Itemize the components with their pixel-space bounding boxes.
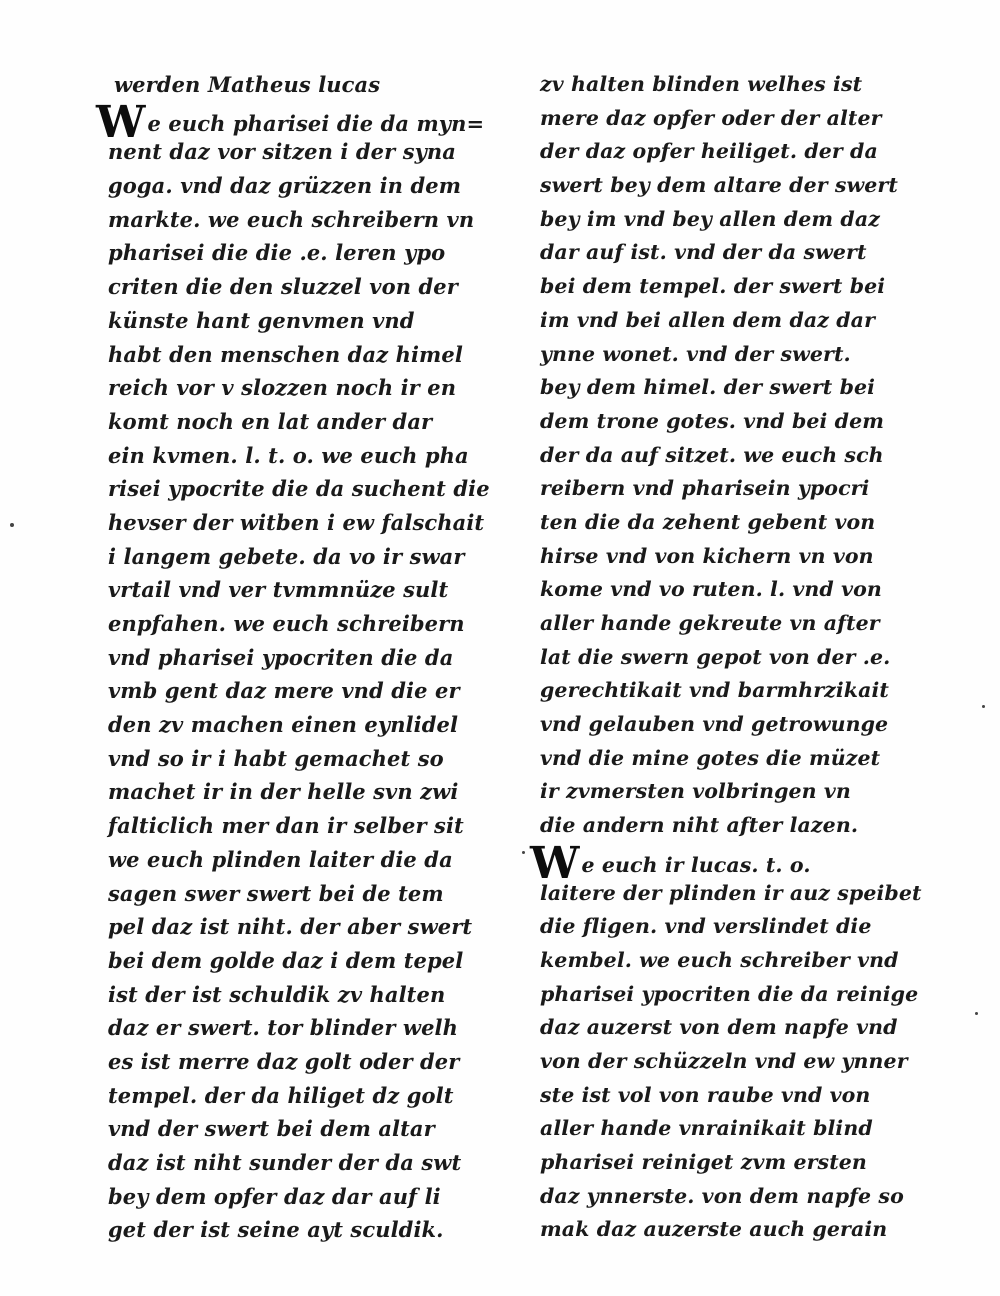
text-line: der da auf sitzet. we euch sch: [540, 442, 884, 467]
text-line: künste hant genvmen vnd: [108, 307, 415, 333]
text-line: kembel. we euch schreiber vnd: [540, 947, 899, 972]
text-line: vnd der swert bei dem altar: [108, 1116, 435, 1142]
text-line: ein kvmen. l. t. o. we euch pha: [108, 442, 469, 468]
text-line: bey im vnd bey allen dem daz: [540, 206, 880, 231]
text-line: [96, 96, 528, 148]
text-line: falticlich mer dan ir selber sit: [108, 813, 464, 839]
text-line: vnd so ir i habt gemachet so: [108, 745, 444, 771]
text-line: ste ist vol von raube vnd von: [540, 1082, 871, 1107]
text-line: bey dem opfer daz dar auf li: [108, 1183, 441, 1209]
text-line: mak daz auzerste auch gerain: [540, 1217, 888, 1242]
text-line: tempel. der da hiliget dz golt: [108, 1082, 454, 1108]
text-line: reich vor v slozzen noch ir en: [108, 375, 457, 401]
text-line: criten die den sluzzel von der: [108, 274, 458, 300]
ink-speck: [982, 705, 985, 708]
text-line: lat die swern gepot von der .e.: [540, 644, 891, 669]
text-line: dar auf ist. vnd der da swert: [540, 240, 867, 265]
text-line: get der ist seine ayt sculdik.: [108, 1217, 444, 1243]
text-line: aller hande gekreute vn after: [540, 611, 880, 635]
text-line: pharisei reiniget zvm ersten: [540, 1150, 867, 1174]
text-line: gerechtikait vnd barmhrzikait: [540, 678, 889, 703]
text-line: den zv machen einen eynlidel: [108, 712, 459, 738]
text-line: hirse vnd von kichern vn von: [540, 543, 874, 568]
text-line: pharisei die die .e. leren ypo: [108, 240, 446, 266]
text-line: es ist merre daz golt oder der: [108, 1048, 460, 1074]
ink-speck: [975, 1012, 978, 1015]
decorated-initial-w: W: [530, 837, 580, 889]
text-line: daz ynnerste. von dem napfe so: [540, 1183, 904, 1208]
text-line: vrtail vnd ver tvmmnüze sult: [108, 577, 449, 603]
text-line: vnd die mine gotes die müzet: [540, 745, 881, 770]
text-line: der daz opfer heiliget. der da: [540, 139, 878, 164]
text-line: i langem gebete. da vo ir swar: [108, 543, 465, 569]
text-line: swert bey dem altare der swert: [540, 173, 898, 198]
line-rest: e euch ir lucas. t. o.: [581, 852, 811, 877]
text-line: bei dem golde daz i dem tepel: [108, 947, 464, 973]
text-line: hevser der witben i ew falschait: [108, 509, 485, 535]
text-line: komt noch en lat ander dar: [108, 408, 433, 434]
text-line: mere daz opfer oder der alter: [540, 105, 882, 130]
ink-speck: [10, 523, 14, 527]
text-line: reibern vnd pharisein ypocri: [540, 476, 870, 501]
text-line: aller hande vnrainikait blind: [540, 1116, 873, 1141]
text-line: daz er swert. tor blinder welh: [108, 1015, 459, 1041]
text-line: im vnd bei allen dem daz dar: [540, 307, 875, 332]
left-column: [96, 68, 528, 1247]
text-line: enpfahen. we euch schreibern: [108, 611, 465, 636]
text-line: risei ypocrite die da suchent die: [108, 476, 490, 502]
text-line: sagen swer swert bei de tem: [108, 880, 444, 906]
text-line: vmb gent daz mere vnd die er: [108, 678, 460, 704]
text-line: laitere der plinden ir auz speibet: [540, 880, 922, 905]
text-line: markte. we euch schreibern vn: [108, 206, 475, 232]
text-line: bei dem tempel. der swert bei: [540, 274, 886, 299]
text-line: daz ist niht sunder der da swt: [108, 1150, 462, 1175]
decorated-initial-w: W: [96, 96, 146, 148]
text-line: ist der ist schuldik zv halten: [108, 981, 446, 1007]
text-line: machet ir in der helle svn zwi: [108, 779, 459, 805]
text-line: we euch plinden laiter die da: [108, 846, 453, 872]
text-line: pharisei ypocriten die da reinige: [540, 981, 919, 1006]
right-column: [530, 68, 970, 1247]
text-line: die fligen. vnd verslindet die: [540, 914, 872, 939]
text-line: vnd gelauben vnd getrowunge: [540, 712, 889, 737]
text-line: bey dem himel. der swert bei: [540, 375, 876, 400]
text-line: ten die da zehent gebent von: [540, 509, 876, 534]
text-line: habt den menschen daz himel: [108, 341, 463, 367]
text-line: kome vnd vo ruten. l. vnd von: [540, 577, 882, 602]
text-line: werden Matheus lucas: [114, 72, 381, 97]
text-line: ir zvmersten volbringen vn: [540, 779, 851, 804]
line-rest: e euch pharisei die da myn=: [147, 110, 485, 136]
text-line: daz auzerst von dem napfe vnd: [540, 1015, 898, 1040]
text-line: von der schüzzeln vnd ew ynner: [540, 1048, 908, 1073]
text-line: ynne wonet. vnd der swert.: [540, 341, 851, 366]
text-line: goga. vnd daz grüzzen in dem: [108, 173, 462, 199]
text-line: die andern niht after lazen.: [540, 813, 859, 838]
text-line: vnd pharisei ypocriten die da: [108, 644, 454, 670]
text-line: zv halten blinden welhes ist: [540, 72, 863, 96]
text-line: pel daz ist niht. der aber swert: [108, 914, 473, 940]
text-line: dem trone gotes. vnd bei dem: [540, 408, 885, 433]
text-line: nent daz vor sitzen i der syna: [108, 139, 456, 165]
text-line: [530, 837, 970, 889]
